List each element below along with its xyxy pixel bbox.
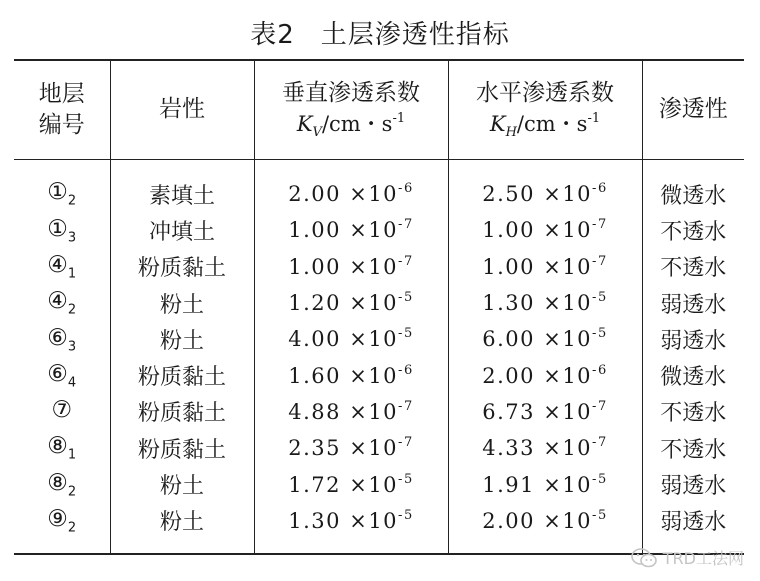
cell-kh: $4.33 \times 10^{-7}$: [448, 430, 642, 466]
kv-unit: /cm・$s^{-1}$: [321, 111, 406, 137]
header-layer-no: [14, 60, 110, 160]
cell-kh: $2.50 \times 10^{-6}$: [448, 160, 642, 213]
cell-kh: $2.00 \times 10^{-5}$: [448, 503, 642, 554]
cell-permeability: 弱透水: [642, 466, 744, 502]
cell-permeability: 弱透水: [642, 285, 744, 321]
caption-title: 土层渗透性指标: [320, 20, 510, 50]
cell-lithology: 粉质黏土: [110, 394, 254, 430]
cell-lithology: 素填土: [110, 160, 254, 213]
cell-permeability: 微透水: [642, 357, 744, 393]
cell-lithology: 粉质黏土: [110, 357, 254, 393]
cell-permeability: 不透水: [642, 249, 744, 285]
cell-layer-no: ⑦: [51, 397, 73, 424]
cell-layer-no: $⑧_1$: [47, 433, 77, 464]
cell-kv: $1.20 \times 10^{-5}$: [254, 285, 448, 321]
cell-layer-no: $④_1$: [47, 251, 77, 282]
cell-kh: $2.00 \times 10^{-6}$: [448, 357, 642, 393]
cell-kv: $4.88 \times 10^{-7}$: [254, 394, 448, 430]
header-permeability: 渗透性: [642, 60, 744, 160]
table-caption: [0, 14, 760, 51]
cell-layer-no: $④_2$: [47, 288, 77, 318]
cell-kv: $1.00 \times 10^{-7}$: [254, 212, 448, 248]
header-row: [14, 60, 744, 160]
cell-lithology: 粉土: [110, 503, 254, 554]
cell-layer-no: $①_3$: [47, 215, 77, 246]
header-horizontal: [448, 60, 642, 160]
cell-layer-no: $①_2$: [47, 179, 77, 209]
header-lithology: 岩性: [110, 60, 254, 160]
cell-kv: $1.60 \times 10^{-6}$: [254, 357, 448, 393]
cell-layer-no: $⑥_3$: [47, 324, 77, 355]
table-row: [14, 357, 744, 393]
cell-kh: $1.91 \times 10^{-5}$: [448, 466, 642, 502]
table-body: [14, 160, 744, 554]
cell-permeability: 不透水: [642, 212, 744, 248]
caption-number: 表2: [250, 20, 295, 50]
cell-kv: $1.00 \times 10^{-7}$: [254, 249, 448, 285]
cell-kv: $1.72 \times 10^{-5}$: [254, 466, 448, 502]
header-vertical-label: 垂直渗透系数: [282, 80, 420, 107]
cell-lithology: 粉土: [110, 285, 254, 321]
cell-permeability: 弱透水: [642, 503, 744, 554]
cell-permeability: 弱透水: [642, 321, 744, 357]
header-vertical: [254, 60, 448, 160]
cell-kv: $2.35 \times 10^{-7}$: [254, 430, 448, 466]
cell-lithology: 粉土: [110, 466, 254, 502]
cell-permeability: 微透水: [642, 160, 744, 213]
cell-lithology: 冲填土: [110, 212, 254, 248]
cell-permeability: 不透水: [642, 430, 744, 466]
permeability-table: [14, 59, 744, 555]
cell-kh: $6.73 \times 10^{-7}$: [448, 394, 642, 430]
cell-permeability: 不透水: [642, 394, 744, 430]
table-row: [14, 249, 744, 285]
kh-unit: /cm・$s^{-1}$: [516, 111, 601, 137]
wechat-icon: [631, 548, 657, 568]
header-horizontal-label: 水平渗透系数: [476, 80, 614, 107]
watermark: [631, 546, 744, 569]
cell-lithology: 粉质黏土: [110, 249, 254, 285]
table-row: [14, 466, 744, 502]
cell-lithology: 粉土: [110, 321, 254, 357]
cell-layer-no: $⑧_2$: [47, 469, 77, 500]
cell-kh: $1.30 \times 10^{-5}$: [448, 285, 642, 321]
cell-kv: $2.00 \times 10^{-6}$: [254, 160, 448, 213]
table-row: [14, 212, 744, 248]
cell-kv: $4.00 \times 10^{-5}$: [254, 321, 448, 357]
cell-layer-no: $⑥_4$: [47, 360, 77, 391]
cell-kv: $1.30 \times 10^{-5}$: [254, 503, 448, 554]
kv-symbol: $K_V$: [296, 112, 322, 141]
header-layer-no-label: 地层 编号: [38, 80, 85, 138]
cell-lithology: 粉质黏土: [110, 430, 254, 466]
cell-kh: $1.00 \times 10^{-7}$: [448, 212, 642, 248]
table-row: [14, 321, 744, 357]
table-row: [14, 430, 744, 466]
table-row: [14, 285, 744, 321]
watermark-text: TRD工法网: [662, 549, 744, 568]
table-row: [14, 394, 744, 430]
cell-layer-no: $⑨_2$: [47, 506, 77, 536]
kh-symbol: $K_H$: [489, 112, 517, 141]
cell-kh: $1.00 \times 10^{-7}$: [448, 249, 642, 285]
cell-kh: $6.00 \times 10^{-5}$: [448, 321, 642, 357]
table-row: [14, 160, 744, 213]
